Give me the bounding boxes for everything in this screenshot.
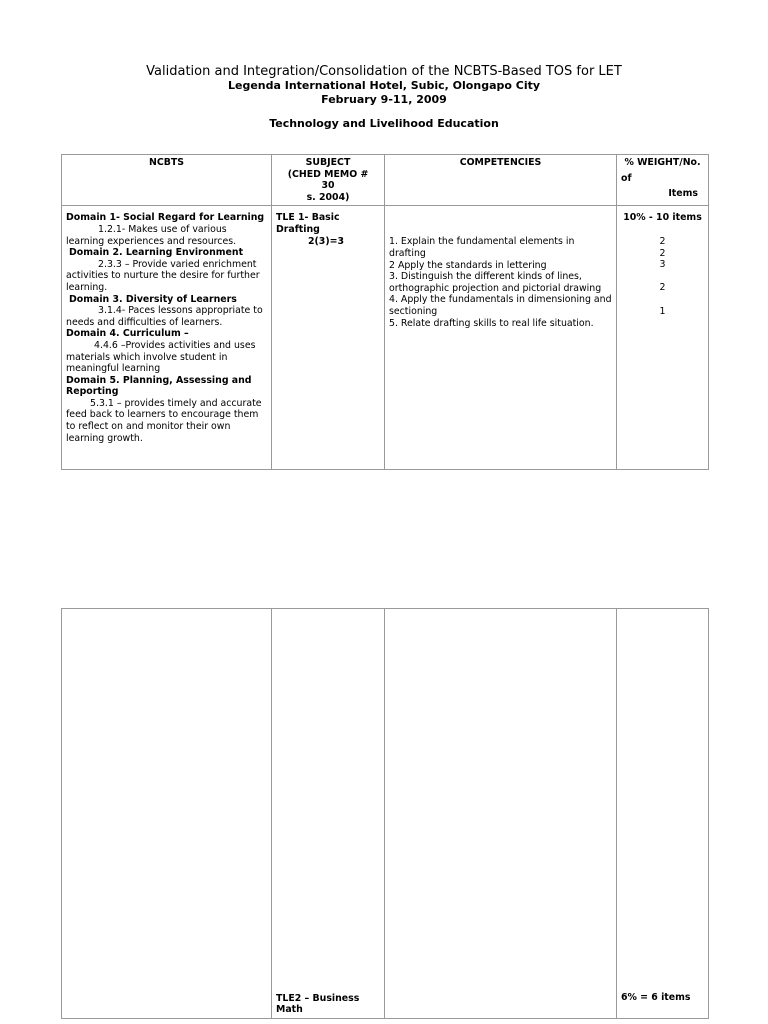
indicator-text: 1.2.1- Makes use of various learning experiences and resources.: [66, 223, 237, 247]
subject-name: TLE2 – Business Math: [276, 992, 360, 1016]
indicator-text: 2.3.3 – Provide varied enrichment activities to nurture the desire for further learning.: [66, 258, 260, 293]
weight-total: 6% = 6 items: [621, 992, 691, 1004]
weight-item: 3: [659, 259, 666, 271]
competency-item: 1. Explain the fundamental elements in drafting: [389, 236, 575, 259]
table-row: [62, 609, 709, 1019]
subject-cell: [272, 206, 385, 470]
competency-item: 5. Relate drafting skills to real life situation.: [389, 317, 594, 329]
domain-heading: Domain 4. Curriculum –: [66, 328, 189, 340]
competencies-cell: [385, 609, 617, 1019]
competencies-cell: [385, 206, 617, 470]
subject-name: TLE 1- Basic Drafting: [276, 212, 340, 235]
weight-item: 1: [659, 305, 666, 317]
domain-heading: Domain 1- Social Regard for Learning: [66, 212, 265, 224]
tos-table-tle2: [61, 608, 709, 1019]
table-header-row: [62, 155, 709, 206]
weight-item: 2: [659, 247, 666, 259]
ncbts-cell: [62, 609, 272, 1019]
header-ncbts: NCBTS: [62, 155, 272, 206]
domain-heading: Domain 5. Planning, Assessing and Reporting: [66, 374, 252, 398]
subject-cell: [272, 609, 385, 1019]
table-row: [62, 206, 709, 470]
domain-heading: Domain 2. Learning Environment: [69, 247, 244, 259]
weight-item: 2: [659, 282, 666, 294]
header-subject-line: SUBJECT: [305, 157, 351, 168]
competency-item: 3. Distinguish the different kinds of lines, orthographic projection and pictorial drawing: [389, 271, 602, 294]
indicator-text: 4.4.6 –Provides activities and uses materials which involve student in meaningful learning: [66, 339, 256, 375]
header-subject-line: 30: [321, 180, 335, 192]
header-weight: [617, 155, 709, 206]
header-subject: [272, 155, 385, 206]
header-weight-line: % WEIGHT/No.: [624, 157, 701, 168]
subject-formula: 2(3)=3: [308, 235, 344, 247]
venue-line: Legenda International Hotel, Subic, Olongapo City: [227, 79, 541, 92]
tos-table-tle1: [61, 154, 709, 470]
header-subject-line: s. 2004): [306, 191, 350, 203]
ncbts-cell: [62, 206, 272, 470]
header-competencies: COMPETENCIES: [385, 155, 617, 206]
weight-total: 10% - 10 items: [623, 212, 702, 224]
weight-cell: [617, 206, 709, 470]
header-weight-line: of: [621, 172, 632, 184]
header-subject-line: (CHED MEMO #: [287, 168, 369, 180]
subject-area-heading: Technology and Livelihood Education: [269, 117, 499, 130]
indicator-text: 3.1.4- Paces lessons appropriate to needs and difficulties of learners.: [66, 305, 263, 328]
competency-item: 2 Apply the standards in lettering: [389, 259, 547, 271]
weight-item: 2: [659, 235, 666, 247]
competency-item: 4. Apply the fundamentals in dimensioning and sectioning: [389, 294, 612, 317]
domain-heading: Domain 3. Diversity of Learners: [69, 293, 237, 305]
indicator-text: 5.3.1 – provides timely and accurate feed back to learners to encourage them to reflect on and monitor their own learning growth.: [66, 397, 262, 444]
weight-cell: [617, 609, 709, 1019]
header-weight-line: Items: [668, 188, 698, 200]
date-line: February 9-11, 2009: [321, 93, 447, 106]
document-title: Validation and Integration/Consolidation of the NCBTS-Based TOS for LET: [146, 64, 622, 79]
